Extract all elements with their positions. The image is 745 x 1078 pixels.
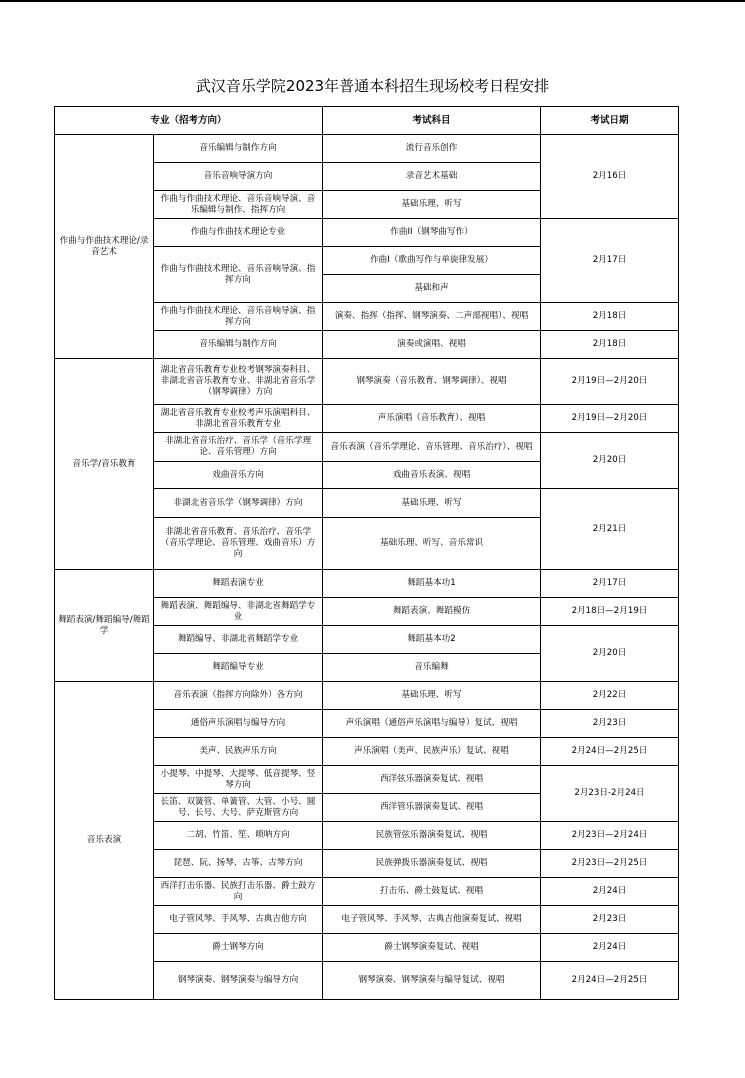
date-cell: 2月23日 [541, 906, 679, 934]
direction-cell: 湖北省音乐教育专业校考声乐演唱科目、非湖北省音乐教育专业 [154, 405, 323, 433]
subject-cell: 基础和声 [323, 275, 541, 303]
direction-cell: 作曲与作曲技术理论、音乐音响导演、音乐编辑与制作、指挥方向 [154, 191, 323, 219]
date-cell: 2月23日—2月25日 [541, 850, 679, 878]
date-cell: 2月18日 [541, 331, 679, 359]
subject-cell: 音乐编舞 [323, 654, 541, 682]
subject-cell: 爵士钢琴演奏复试、视唱 [323, 934, 541, 962]
subject-cell: 声乐演唱（音乐教育）、视唱 [323, 405, 541, 433]
schedule-table [54, 106, 679, 1000]
direction-cell: 爵士钢琴方向 [154, 934, 323, 962]
date-cell: 2月20日 [541, 433, 679, 489]
direction-cell: 作曲与作曲技术理论专业 [154, 219, 323, 247]
subject-cell: 声乐演唱（美声、民族声乐）复试、视唱 [323, 738, 541, 766]
direction-cell: 西洋打击乐器、民族打击乐器、爵士鼓方向 [154, 878, 323, 906]
direction-cell: 小提琴、中提琴、大提琴、低音提琴、竖琴方向 [154, 766, 323, 794]
table-row [55, 135, 679, 163]
direction-cell: 通俗声乐演唱与编导方向 [154, 710, 323, 738]
direction-cell: 电子管风琴、手风琴、古典吉他方向 [154, 906, 323, 934]
table-row [55, 682, 679, 710]
date-cell: 2月19日—2月20日 [541, 405, 679, 433]
direction-cell: 作曲与作曲技术理论、音乐音响导演、指挥方向 [154, 303, 323, 331]
date-cell: 2月19日—2月20日 [541, 359, 679, 405]
subject-cell: 录音艺术基础 [323, 163, 541, 191]
group-cell: 舞蹈表演/舞蹈编导/舞蹈学 [55, 570, 154, 682]
header-subject: 考试科目 [323, 107, 541, 135]
subject-cell: 舞蹈基本功2 [323, 626, 541, 654]
direction-cell: 钢琴演奏、钢琴演奏与编导方向 [154, 962, 323, 1000]
direction-cell: 音乐编辑与制作方向 [154, 135, 323, 163]
direction-cell: 音乐音响导演方向 [154, 163, 323, 191]
direction-cell: 非湖北省音乐学（钢琴调律）方向 [154, 489, 323, 518]
direction-cell: 二胡、竹笛、笙、唢呐方向 [154, 822, 323, 850]
direction-cell: 音乐编辑与制作方向 [154, 331, 323, 359]
direction-cell: 戏曲音乐方向 [154, 462, 323, 489]
subject-cell: 作曲II（钢琴曲写作） [323, 219, 541, 247]
date-cell: 2月23日—2月24日 [541, 822, 679, 850]
date-cell: 2月24日—2月25日 [541, 738, 679, 766]
subject-cell: 演奏或演唱、视唱 [323, 331, 541, 359]
subject-cell: 基础乐理、听写、音乐常识 [323, 518, 541, 570]
date-cell: 2月24日 [541, 934, 679, 962]
date-cell: 2月21日 [541, 489, 679, 570]
top-rule [0, 0, 745, 2]
group-cell: 作曲与作曲技术理论/录音艺术 [55, 135, 154, 359]
direction-cell: 音乐表演（指挥方向除外）各方向 [154, 682, 323, 710]
subject-cell: 流行音乐创作 [323, 135, 541, 163]
subject-cell: 钢琴演奏、钢琴演奏与编导复试、视唱 [323, 962, 541, 1000]
subject-cell: 舞蹈表演、舞蹈模仿 [323, 598, 541, 626]
direction-cell: 作曲与作曲技术理论、音乐音响导演、指挥方向 [154, 247, 323, 303]
direction-cell: 湖北省音乐教育专业校考钢琴演奏科目、非湖北省音乐教育专业、非湖北省音乐学（钢琴调律）方向 [154, 359, 323, 405]
date-cell: 2月17日 [541, 219, 679, 303]
subject-cell: 基础乐理、听写 [323, 682, 541, 710]
subject-cell: 基础乐理、听写 [323, 489, 541, 518]
direction-cell: 美声、民族声乐方向 [154, 738, 323, 766]
subject-cell: 民族弹拨乐器演奏复试、视唱 [323, 850, 541, 878]
subject-cell: 声乐演唱（通俗声乐演唱与编导）复试、视唱 [323, 710, 541, 738]
group-cell: 音乐表演 [55, 682, 154, 1000]
subject-cell: 民族管弦乐器演奏复试、视唱 [323, 822, 541, 850]
subject-cell: 钢琴演奏（音乐教育、钢琴调律）、视唱 [323, 359, 541, 405]
date-cell: 2月16日 [541, 135, 679, 219]
date-cell: 2月23日-2月24日 [541, 766, 679, 822]
direction-cell: 非湖北省音乐教育、音乐治疗、音乐学（音乐学理论、音乐管理、戏曲音乐）方向 [154, 518, 323, 570]
direction-cell: 舞蹈表演专业 [154, 570, 323, 598]
subject-cell: 基础乐理、听写 [323, 191, 541, 219]
direction-cell: 非湖北省音乐治疗、音乐学（音乐学理论、音乐管理）方向 [154, 433, 323, 462]
header-major: 专业（招考方向） [55, 107, 323, 135]
subject-cell: 音乐表演（音乐学理论、音乐管理、音乐治疗）、视唱 [323, 433, 541, 462]
date-cell: 2月24日 [541, 878, 679, 906]
subject-cell: 舞蹈基本功1 [323, 570, 541, 598]
date-cell: 2月17日 [541, 570, 679, 598]
date-cell: 2月18日—2月19日 [541, 598, 679, 626]
direction-cell: 长笛、双簧管、单簧管、大管、小号、圆号、长号、大号、萨克斯管方向 [154, 794, 323, 822]
page-title: 武汉音乐学院2023年普通本科招生现场校考日程安排 [195, 77, 550, 95]
date-cell: 2月23日 [541, 710, 679, 738]
subject-cell: 西洋弦乐器演奏复试、视唱 [323, 766, 541, 794]
table-row [55, 570, 679, 598]
subject-cell: 作曲I（歌曲写作与单旋律发展） [323, 247, 541, 275]
subject-cell: 演奏、指挥（指挥、钢琴演奏、二声部视唱）、视唱 [323, 303, 541, 331]
date-cell: 2月18日 [541, 303, 679, 331]
subject-cell: 打击乐、爵士鼓复试、视唱 [323, 878, 541, 906]
date-cell: 2月24日—2月25日 [541, 962, 679, 1000]
subject-cell: 电子管风琴、手风琴、古典吉他演奏复试、视唱 [323, 906, 541, 934]
direction-cell: 舞蹈编导、非湖北省舞蹈学专业 [154, 626, 323, 654]
direction-cell: 舞蹈表演、舞蹈编导、非湖北省舞蹈学专业 [154, 598, 323, 626]
table-header-row [55, 107, 679, 135]
subject-cell: 戏曲音乐表演、视唱 [323, 462, 541, 489]
group-cell: 音乐学/音乐教育 [55, 359, 154, 570]
direction-cell: 琵琶、阮、扬琴、古筝、古琴方向 [154, 850, 323, 878]
header-date: 考试日期 [541, 107, 679, 135]
table-row [55, 359, 679, 405]
subject-cell: 西洋管乐器演奏复试、视唱 [323, 794, 541, 822]
date-cell: 2月20日 [541, 626, 679, 682]
direction-cell: 舞蹈编导专业 [154, 654, 323, 682]
date-cell: 2月22日 [541, 682, 679, 710]
